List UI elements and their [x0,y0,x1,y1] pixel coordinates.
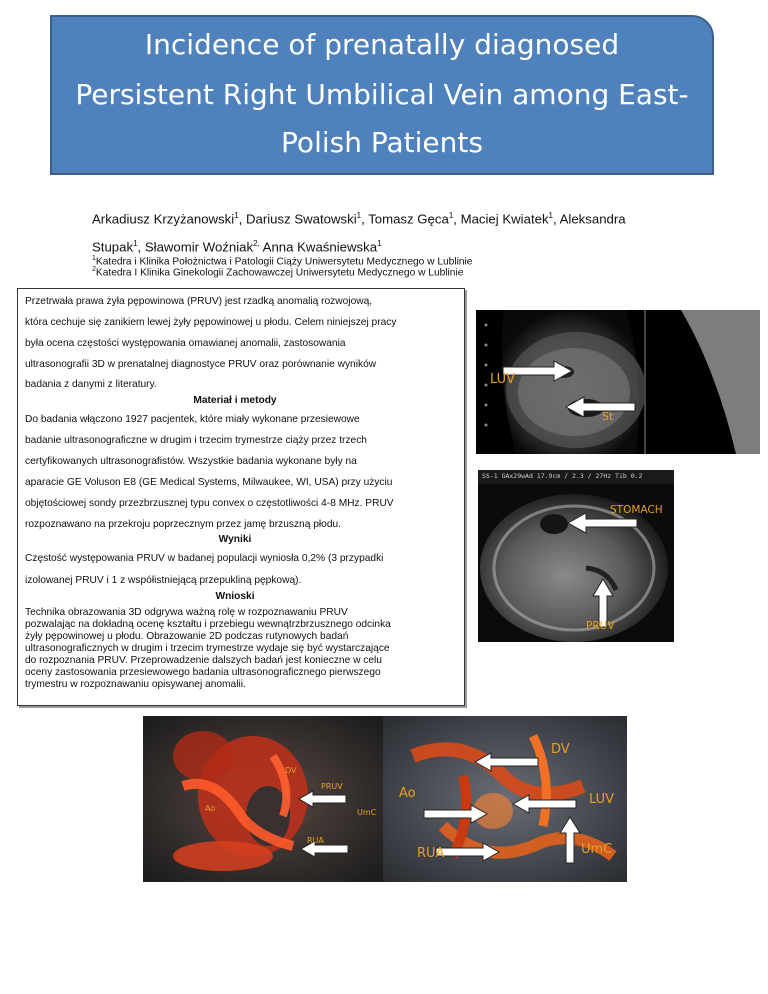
3d-image-right [383,716,627,882]
heading-conclusions: Wnioski [215,591,255,602]
arrow-left-icon [297,790,347,808]
ultrasound-image-stomach [478,470,674,642]
label-rua: RUA [417,846,445,861]
arrow-left-icon [511,794,577,814]
abstract-line: Technika obrazowania 3D odgrywa ważną rolę w rozpoznawaniu PRUV [25,607,348,618]
ultrasound-image-luv [476,310,760,454]
author: Aleksandra [559,211,626,227]
abstract-line: izolowanej PRUV i 1 z współistniejącą przepukliną pępkową). [25,575,302,586]
label-luv: LUV [589,792,615,807]
title-line-3: Polish Patients [281,126,483,159]
author-sup: 1 [448,211,454,220]
author: Maciej Kwiatek [460,211,549,227]
3d-image-left [143,716,383,882]
label-rua: RUA [307,836,324,845]
abstract-line: do rozpoznania PRUV. Przeprowadzenie dalszych badań jest konieczne w celu [25,655,382,666]
abstract-line: Do badania włączono 1927 pacjentek, które miały wykonane przesiewowe [25,414,360,425]
title-box [50,15,714,175]
abstract-line: aparacie GE Voluson E8 (GE Medical Systems, Milwaukee, WI, USA) przy użyciu [25,477,393,488]
author-list: Arkadiusz Krzyżanowski$^1$, Dariusz Swatowski$^1$, Tomasz Gęca$^1$, Maciej Kwiatek$^1$, Aleksandra Stupak$^1$, Sławomir Woźniak$^{2,}$ Anna Kwaśniewska$^1$ [92,211,626,255]
label-dv: DV [551,742,570,757]
abstract-line: rozpoznawano na przekroju poprzecznym przez jamę brzuszną płodu. [25,519,341,530]
affiliation-text: Katedra i Klinika Położnictwa i Patologii Ciąży Uniwersytetu Medycznego w Lublinie [95,256,473,268]
author: Dariusz Swatowski [245,211,357,227]
abstract-line: była ocena częstości występowania omawianej anomalii, zastosowania [25,338,346,349]
abstract-line: oceny zastosowania przesiewowego badania ultrasonograficznego pierwszego [25,667,381,678]
abstract-line: pozwalając na dokładną ocenę kształtu i przebiegu wewnątrzbrzusznego odcinka [25,619,391,630]
heading-methods: Materiał i metody [193,395,277,406]
author-sup: 2, [253,239,260,249]
abstract-line: ultrasonografii 3D w prenatalnej diagnostyce PRUV oraz porównanie wyników [25,359,377,370]
abstract-line: certyfikowanych ultrasonografistów. Wszystkie badania wykonane były na [25,456,357,467]
title-line-1: Incidence of prenatally diagnosed [144,28,620,61]
arrow-left-icon [564,396,636,418]
author: Stupak [92,239,134,255]
arrow-up-icon [559,816,581,864]
affiliation-text: Katedra I Klinika Ginekologii Zachowawczej Uniwersytetu Medycznego w Lublinie [95,267,464,279]
abstract-line: Częstość występowania PRUV w badanej populacji wyniosła 0,2% (3 przypadki [25,553,384,564]
abstract-line: Przetrwała prawa żyła pępowinowa (PRUV) jest rzadką anomalią rozwojową, [25,296,373,307]
label-stomach: STOMACH [610,504,663,516]
abstract-line: ultrasonograficznych w drugim i trzecim trymestrze wydaje się być wystarczające [25,643,390,654]
author-sup: 1 [377,239,382,249]
label-umc: UmC [357,808,377,817]
abstract-line: która cechuje się zanikiem lewej żyły pępowinowej u płodu. Celem niniejszej pracy [25,317,397,328]
author: Tomasz Gęca [368,211,449,227]
abstract-line: badania z danymi z literatury. [25,379,157,390]
author-sup: 1 [548,211,553,220]
label-ao: Ao [399,786,416,801]
label-pruv: PRUV [321,782,343,791]
scanner-header: SS-1 GAx29wAd 17.9cm / 2.3 / 27Hz Tib 0.2 [482,472,643,480]
abstract-line: objętościowej sondy przezbrzusznej typu convex o częstotliwości 4-8 MHz. PRUV [25,498,394,509]
label-luv: LUV [490,372,516,387]
author-sup: 1 [356,211,362,220]
heading-results: Wyniki [218,534,252,545]
label-pruv: PRUV [586,620,615,632]
abstract-line: żyły pępowinowej u płodu. Obrazowanie 2D podczas rutynowych badań [25,631,349,642]
title-line-2: Persistent Right Umbilical Vein among East- [75,78,689,111]
affiliation-number: 2 [92,266,96,273]
abstract-line: badanie ultrasonograficzne w drugim i trzecim trymestrze ciąży przez trzech [25,435,367,446]
author-sup: 1 [133,239,138,249]
label-umc: UmC [581,842,613,857]
ultrasound-graphic [478,470,674,642]
arrow-left-icon [473,752,539,772]
arrow-right-icon [435,842,501,862]
author: Arkadiusz Krzyżanowski [92,211,235,227]
affiliation-2 [92,264,463,279]
label-ao: Ao [205,804,216,813]
ultrasound-graphic [476,310,760,454]
author: Sławomir Woźniak [144,239,254,255]
abstract-line: trymestru w rozpoznawaniu opisywanej anomalii. [25,679,246,690]
arrow-right-icon [423,804,489,824]
label-st: St [602,410,614,423]
abstract-box [17,288,465,706]
author: Anna Kwaśniewska [262,239,378,255]
affiliation-number: 1 [92,255,96,262]
author-sup: 1 [234,211,239,220]
label-dv: DV [285,766,297,775]
